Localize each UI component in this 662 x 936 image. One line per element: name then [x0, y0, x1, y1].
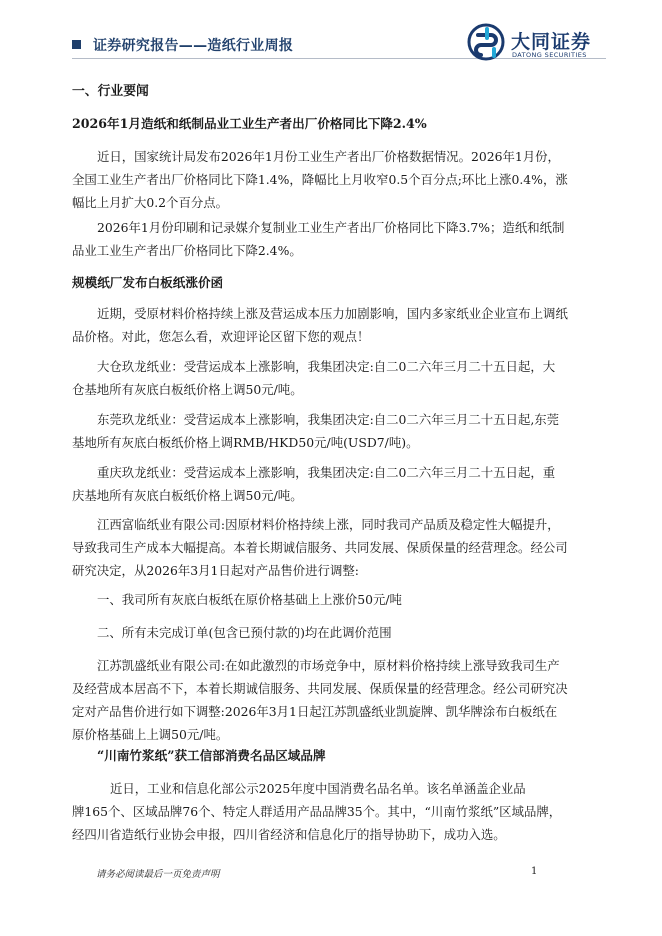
section-heading-industry-news: 一、行业要闻: [72, 84, 149, 99]
text-line: 原价格基础上上调50元/吨。: [72, 727, 229, 742]
disclaimer-note: 请务必阅读最后一页免责声明: [96, 869, 220, 880]
text-line: 经四川省造纸行业协会申报，四川省经济和信息化厅的指导协助下，成功入选。: [72, 827, 506, 842]
text-line: 研究决定，从2026年3月1日起对产品售价进行调整:: [72, 563, 359, 578]
paragraph-ppi-paper: [72, 216, 598, 262]
text-line: 及经营成本居高不下，本着长期诚信服务、共同发展、保质保量的经营理念。经公司研究决: [72, 681, 568, 696]
paragraph-bamboo-pulp-brand: [72, 777, 598, 846]
page-number: 1: [531, 866, 538, 877]
paragraph-ppi-overview: [72, 145, 598, 214]
text-line: 基地所有灰底白板纸价格上调RMB/HKD50元/吨(USD7/吨)。: [72, 435, 419, 450]
text-line: 重庆玖龙纸业：受营运成本上涨影响，我集团决定:自二0二六年三月二十五日起，重: [97, 465, 556, 480]
text-line: 近日，工业和信息化部公示2025年度中国消费名品名单。该名单涵盖企业品: [110, 781, 526, 796]
paragraph-taicang-nine-dragons: [72, 355, 598, 401]
news-title-price-hike: 规模纸厂发布白板纸涨价函: [72, 275, 224, 290]
text-line: 牌165个、区域品牌76个、特定人群适用产品品牌35个。其中，“川南竹浆纸”区域品牌，: [72, 804, 562, 819]
text-line: 2026年1月份印刷和记录媒介复制业工业生产者出厂价格同比下降3.7%；造纸和纸制: [97, 220, 565, 235]
paragraph-adjustment-item-2: 二、所有未完成订单(包含已预付款的)均在此调价范围: [97, 625, 392, 640]
paragraph-jiangxi-fulin: [72, 513, 598, 582]
report-title: 证券研究报告——造纸行业周报: [93, 38, 294, 54]
text-line: 品业工业生产者出厂价格同比下降2.4%。: [72, 243, 302, 258]
datong-logo-icon: [467, 23, 505, 61]
text-line: 庆基地所有灰底白板纸价格上调50元/吨。: [72, 488, 303, 503]
text-line: 江苏凯盛纸业有限公司:在如此激烈的市场竞争中，原材料价格持续上涨导致我司生产: [97, 658, 560, 673]
company-logo: [467, 23, 612, 63]
text-line: 近期，受原材料价格持续上涨及营运成本压力加剧影响，国内多家纸业企业宣布上调纸: [97, 306, 568, 321]
text-line: 导致我司生产成本大幅提高。本着长期诚信服务、共同发展、保质保量的经营理念。经公司: [72, 540, 568, 555]
paragraph-jiangsu-kaisheng: [72, 654, 598, 746]
news-title-bamboo-pulp-brand: “川南竹浆纸”获工信部消费名品区域品牌: [97, 748, 326, 763]
news-title-ppi: 2026年1月造纸和纸制品业工业生产者出厂价格同比下降2.4%: [72, 116, 427, 131]
text-line: 幅比上月扩大0.2个百分点。: [72, 195, 229, 210]
page-header: [0, 0, 662, 70]
header-square-marker: [72, 40, 81, 49]
text-line: 品价格。对此，您怎么看，欢迎评论区留下您的观点！: [72, 329, 370, 344]
text-line: 江西富临纸业有限公司:因原材料价格持续上涨，同时我司产品质及稳定性大幅提升，: [97, 517, 560, 532]
paragraph-chongqing-nine-dragons: [72, 461, 598, 507]
text-line: 定对产品售价进行如下调整:2026年3月1日起江苏凯盛纸业凯旋牌、凯华牌涂布白板纸在: [72, 704, 558, 719]
text-line: 东莞玖龙纸业：受营运成本上涨影响，我集团决定:自二0二六年三月二十五日起,东莞: [97, 412, 560, 427]
text-line: 大仓玖龙纸业：受营运成本上涨影响，我集团决定:自二0二六年三月二十五日起，大: [97, 359, 556, 374]
paragraph-price-hike-intro: [72, 302, 598, 348]
paragraph-adjustment-item-1: 一、我司所有灰底白板纸在原价格基础上上涨价50元/吨: [97, 592, 402, 607]
paragraph-dongguan-nine-dragons: [72, 408, 598, 454]
text-line: 仓基地所有灰底白板纸价格上调50元/吨。: [72, 382, 303, 397]
text-line: 全国工业生产者出厂价格同比下降1.4%，降幅比上月收窄0.5个百分点;环比上涨0.4%，涨: [72, 172, 568, 187]
logo-chinese-name: 大同证券: [511, 31, 592, 53]
text-line: 近日，国家统计局发布2026年1月份工业生产者出厂价格数据情况。2026年1月份，: [97, 149, 560, 164]
logo-english-name: DATONG SECURITIES: [512, 51, 587, 59]
